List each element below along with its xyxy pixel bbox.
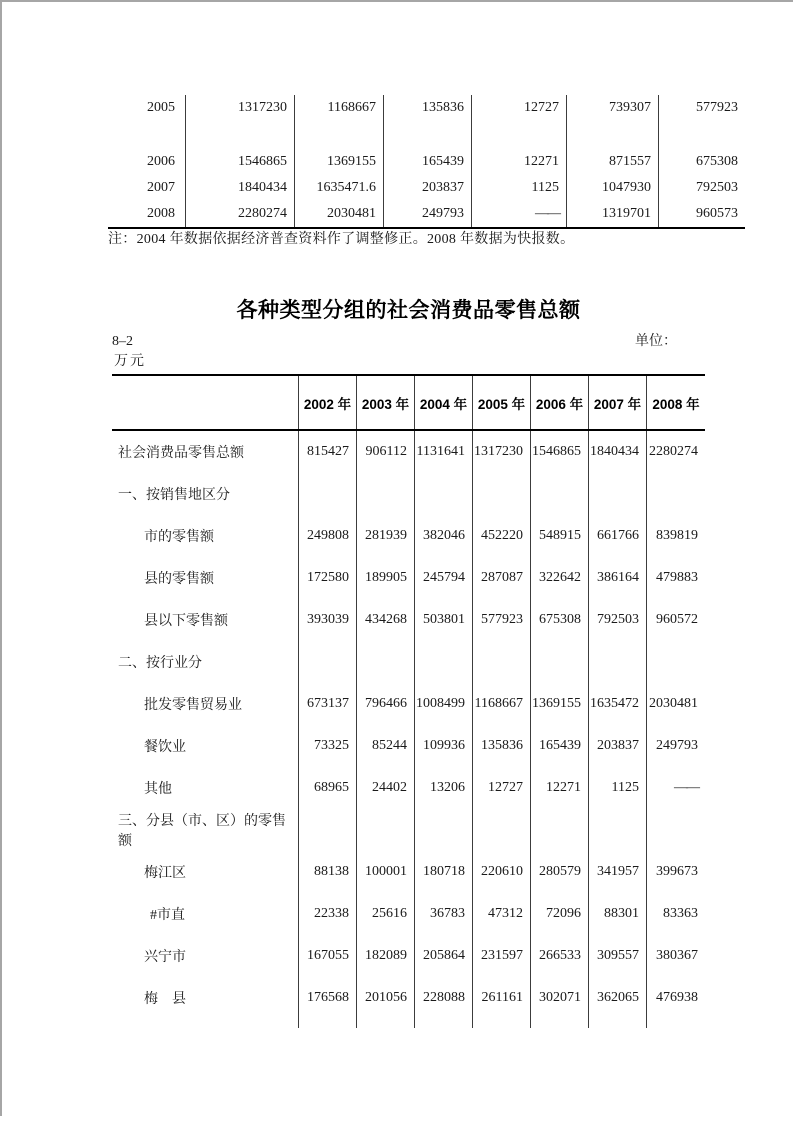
table-row bbox=[112, 893, 705, 935]
value-cell: 2030481 bbox=[294, 201, 383, 227]
year-cell: 2006 bbox=[147, 154, 175, 169]
value-cell: 960572 bbox=[646, 599, 705, 641]
value-cell: 815427 bbox=[298, 431, 356, 473]
value-cell: 792503 bbox=[588, 599, 646, 641]
value-cell: 25616 bbox=[356, 893, 414, 935]
value-cell: 792503 bbox=[658, 175, 745, 201]
value-cell: 503801 bbox=[414, 599, 472, 641]
value-cell: 1125 bbox=[471, 175, 566, 201]
value-cell: 261161 bbox=[472, 977, 530, 1019]
value-cell: 165439 bbox=[530, 725, 588, 767]
value-cell bbox=[356, 641, 414, 683]
value-cell: 1840434 bbox=[185, 175, 294, 201]
value-cell: 322642 bbox=[530, 557, 588, 599]
row-label: 梅江区 bbox=[144, 866, 186, 881]
value-cell: 577923 bbox=[472, 599, 530, 641]
value-cell: 68965 bbox=[298, 767, 356, 809]
value-cell: 167055 bbox=[298, 935, 356, 977]
value-cell bbox=[646, 641, 705, 683]
value-cell: 382046 bbox=[414, 515, 472, 557]
value-cell: 1369155 bbox=[294, 149, 383, 175]
value-cell bbox=[414, 809, 472, 851]
value-cell: 266533 bbox=[530, 935, 588, 977]
value-cell: 12271 bbox=[530, 767, 588, 809]
value-cell: 135836 bbox=[472, 725, 530, 767]
year-header: 2005 年 bbox=[472, 376, 530, 429]
value-cell: 1546865 bbox=[185, 149, 294, 175]
empty-cell bbox=[472, 1019, 530, 1028]
table-row bbox=[112, 767, 705, 809]
value-cell bbox=[530, 809, 588, 851]
value-cell bbox=[646, 473, 705, 515]
value-cell: 22338 bbox=[298, 893, 356, 935]
value-cell: 205864 bbox=[414, 935, 472, 977]
value-cell: 85244 bbox=[356, 725, 414, 767]
row-label: 一、按销售地区分 bbox=[118, 488, 230, 503]
value-cell: 839819 bbox=[646, 515, 705, 557]
value-cell: 231597 bbox=[472, 935, 530, 977]
value-cell: 673137 bbox=[298, 683, 356, 725]
value-cell: 83363 bbox=[646, 893, 705, 935]
value-cell: 249808 bbox=[298, 515, 356, 557]
table-row bbox=[108, 201, 745, 227]
year-cell: 2008 bbox=[147, 206, 175, 221]
retail-sales-table bbox=[112, 374, 705, 1028]
row-label: 梅 县 bbox=[144, 992, 186, 1007]
empty-cell bbox=[646, 1019, 705, 1028]
value-cell: 287087 bbox=[472, 557, 530, 599]
value-cell bbox=[414, 641, 472, 683]
value-cell bbox=[530, 641, 588, 683]
value-cell bbox=[356, 473, 414, 515]
value-cell: 1635472 bbox=[588, 683, 646, 725]
table-row bbox=[108, 175, 745, 201]
value-cell: 1317230 bbox=[185, 95, 294, 121]
value-cell: 452220 bbox=[472, 515, 530, 557]
value-cell: 906112 bbox=[356, 431, 414, 473]
value-cell: 2030481 bbox=[646, 683, 705, 725]
row-label: 兴宁市 bbox=[144, 950, 186, 965]
empty-cell bbox=[185, 121, 294, 149]
empty-cell bbox=[471, 121, 566, 149]
value-cell bbox=[414, 473, 472, 515]
value-cell: 165439 bbox=[383, 149, 471, 175]
value-cell: 100001 bbox=[356, 851, 414, 893]
value-cell: 245794 bbox=[414, 557, 472, 599]
value-cell: 203837 bbox=[588, 725, 646, 767]
value-cell: 1125 bbox=[588, 767, 646, 809]
row-label: #市直 bbox=[150, 908, 185, 923]
value-cell: 1168667 bbox=[472, 683, 530, 725]
value-cell: 661766 bbox=[588, 515, 646, 557]
value-cell: 72096 bbox=[530, 893, 588, 935]
value-cell: 88301 bbox=[588, 893, 646, 935]
value-cell bbox=[472, 641, 530, 683]
row-label: 其他 bbox=[144, 782, 172, 797]
value-cell: 548915 bbox=[530, 515, 588, 557]
value-cell: 24402 bbox=[356, 767, 414, 809]
value-cell: 1546865 bbox=[530, 431, 588, 473]
empty-cell bbox=[588, 1019, 646, 1028]
value-cell bbox=[298, 641, 356, 683]
row-label: 二、按行业分 bbox=[118, 656, 202, 671]
empty-cell bbox=[566, 121, 658, 149]
value-cell bbox=[646, 809, 705, 851]
table-row bbox=[112, 725, 705, 767]
value-cell: 280579 bbox=[530, 851, 588, 893]
value-cell: 13206 bbox=[414, 767, 472, 809]
value-cell: —— bbox=[646, 767, 705, 809]
value-cell: 1635471.6 bbox=[294, 175, 383, 201]
table-row bbox=[108, 95, 745, 121]
value-cell: 434268 bbox=[356, 599, 414, 641]
value-cell: 341957 bbox=[588, 851, 646, 893]
value-cell: 176568 bbox=[298, 977, 356, 1019]
value-cell: 36783 bbox=[414, 893, 472, 935]
value-cell: 281939 bbox=[356, 515, 414, 557]
table-row bbox=[112, 851, 705, 893]
table-row bbox=[112, 473, 705, 515]
table-row bbox=[112, 599, 705, 641]
value-cell: 796466 bbox=[356, 683, 414, 725]
previous-table-continuation bbox=[108, 95, 745, 229]
year-cell: 2005 bbox=[147, 100, 175, 115]
table-row bbox=[112, 683, 705, 725]
table-row bbox=[112, 977, 705, 1019]
value-cell: 871557 bbox=[566, 149, 658, 175]
table-row bbox=[108, 149, 745, 175]
value-cell: 12271 bbox=[471, 149, 566, 175]
value-cell bbox=[530, 473, 588, 515]
row-label: 批发零售贸易业 bbox=[144, 698, 242, 713]
value-cell: 135836 bbox=[383, 95, 471, 121]
value-cell: 386164 bbox=[588, 557, 646, 599]
value-cell: 393039 bbox=[298, 599, 356, 641]
value-cell: 249793 bbox=[646, 725, 705, 767]
value-cell: 399673 bbox=[646, 851, 705, 893]
row-label: 餐饮业 bbox=[144, 740, 186, 755]
empty-cell bbox=[294, 121, 383, 149]
value-cell bbox=[588, 809, 646, 851]
table-header-row bbox=[112, 376, 705, 431]
year-header: 2004 年 bbox=[414, 376, 472, 429]
value-cell: 380367 bbox=[646, 935, 705, 977]
row-label: 县的零售额 bbox=[144, 572, 214, 587]
table-number: 8–2 bbox=[112, 334, 133, 349]
value-cell: 12727 bbox=[471, 95, 566, 121]
value-cell bbox=[298, 809, 356, 851]
year-header: 2008 年 bbox=[646, 376, 705, 429]
empty-cell bbox=[530, 1019, 588, 1028]
value-cell: 203837 bbox=[383, 175, 471, 201]
value-cell: 1840434 bbox=[588, 431, 646, 473]
row-label: 市的零售额 bbox=[144, 530, 214, 545]
unit-value: 万元 bbox=[114, 354, 146, 369]
value-cell bbox=[472, 809, 530, 851]
value-cell: 1317230 bbox=[472, 431, 530, 473]
row-label: 三、分县（市、区）的零售额 bbox=[118, 814, 286, 849]
value-cell: 1008499 bbox=[414, 683, 472, 725]
row-label: 社会消费品零售总额 bbox=[118, 446, 244, 461]
year-header: 2002 年 bbox=[298, 376, 356, 429]
table-row-spacer bbox=[108, 121, 745, 149]
value-cell bbox=[298, 473, 356, 515]
value-cell: 1319701 bbox=[566, 201, 658, 227]
empty-cell bbox=[298, 1019, 356, 1028]
value-cell: 2280274 bbox=[646, 431, 705, 473]
value-cell: 960573 bbox=[658, 201, 745, 227]
value-cell: 189905 bbox=[356, 557, 414, 599]
value-cell: 2280274 bbox=[185, 201, 294, 227]
table-row bbox=[112, 809, 705, 851]
value-cell: 1369155 bbox=[530, 683, 588, 725]
value-cell bbox=[356, 809, 414, 851]
value-cell: 249793 bbox=[383, 201, 471, 227]
value-cell: 675308 bbox=[530, 599, 588, 641]
value-cell: 12727 bbox=[472, 767, 530, 809]
value-cell: 73325 bbox=[298, 725, 356, 767]
value-cell bbox=[588, 641, 646, 683]
table-cutoff-row bbox=[112, 1019, 705, 1028]
empty-cell bbox=[108, 121, 185, 149]
value-cell: 309557 bbox=[588, 935, 646, 977]
year-header: 2007 年 bbox=[588, 376, 646, 429]
empty-cell bbox=[356, 1019, 414, 1028]
table-row bbox=[112, 515, 705, 557]
value-cell: 1131641 bbox=[414, 431, 472, 473]
header-label-cell bbox=[112, 376, 298, 429]
table-row bbox=[112, 641, 705, 683]
year-cell: 2007 bbox=[147, 180, 175, 195]
table-title: 各种类型分组的社会消费品零售总额 bbox=[236, 299, 581, 322]
value-cell: 88138 bbox=[298, 851, 356, 893]
value-cell bbox=[588, 473, 646, 515]
table-note: 注：2004 年数据依据经济普查资料作了调整修正。2008 年数据为快报数。 bbox=[108, 232, 575, 247]
empty-cell bbox=[414, 1019, 472, 1028]
year-header: 2006 年 bbox=[530, 376, 588, 429]
value-cell: 362065 bbox=[588, 977, 646, 1019]
empty-cell bbox=[658, 121, 745, 149]
value-cell: 479883 bbox=[646, 557, 705, 599]
value-cell: 201056 bbox=[356, 977, 414, 1019]
value-cell: —— bbox=[471, 201, 566, 227]
table-row bbox=[112, 431, 705, 473]
table-row bbox=[112, 935, 705, 977]
value-cell: 675308 bbox=[658, 149, 745, 175]
value-cell: 1047930 bbox=[566, 175, 658, 201]
empty-cell bbox=[383, 121, 471, 149]
empty-cell bbox=[112, 1019, 298, 1028]
table-meta bbox=[112, 334, 705, 350]
value-cell: 180718 bbox=[414, 851, 472, 893]
row-label: 县以下零售额 bbox=[144, 614, 228, 629]
table-row bbox=[112, 557, 705, 599]
value-cell: 302071 bbox=[530, 977, 588, 1019]
value-cell: 109936 bbox=[414, 725, 472, 767]
value-cell: 228088 bbox=[414, 977, 472, 1019]
value-cell: 1168667 bbox=[294, 95, 383, 121]
value-cell: 220610 bbox=[472, 851, 530, 893]
value-cell: 172580 bbox=[298, 557, 356, 599]
value-cell: 577923 bbox=[658, 95, 745, 121]
value-cell bbox=[472, 473, 530, 515]
year-header: 2003 年 bbox=[356, 376, 414, 429]
unit-label: 单位： bbox=[635, 334, 677, 349]
value-cell: 476938 bbox=[646, 977, 705, 1019]
value-cell: 739307 bbox=[566, 95, 658, 121]
value-cell: 182089 bbox=[356, 935, 414, 977]
value-cell: 47312 bbox=[472, 893, 530, 935]
